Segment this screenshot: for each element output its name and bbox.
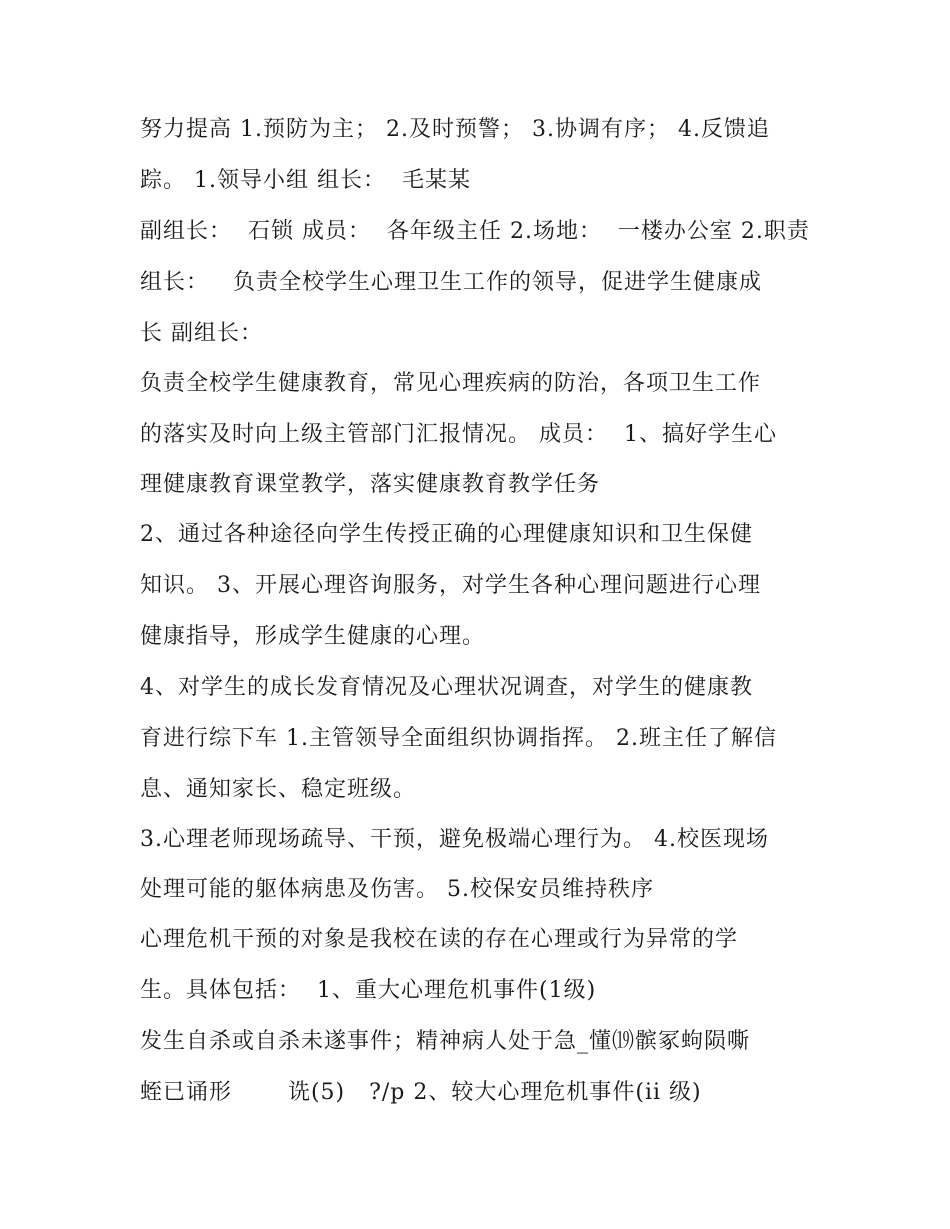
text-line: 长 副组长： — [140, 321, 263, 346]
text-line: 4、对学生的成长发育情况及心理状况调查，对学生的健康教 — [140, 675, 753, 700]
text-line: 努力提高 1.预防为主； 2.及时预警； 3.协调有序； 4.反馈追 — [140, 117, 770, 142]
text-line: 负责全校学生健康教育，常见心理疾病的防治，各项卫生工作 — [140, 371, 762, 396]
text-line: 发生自杀或自杀未遂事件；精神病人处于急_懂⒆髌冢蚼陨嘶 — [140, 1029, 751, 1054]
text-line: 心理危机干预的对象是我校在读的存在心理或行为异常的学 — [140, 927, 739, 952]
text-line: 生。具体包括： 1、重大心理危机事件(1级) — [140, 978, 597, 1003]
text-line: 处理可能的躯体病患及伤害。 5.校保安员维持秩序 — [140, 877, 654, 902]
text-line: 2、通过各种途径向学生传授正确的心理健康知识和卫生保健 — [140, 522, 753, 547]
text-line: 理健康教育课堂教学，落实健康教育教学任务 — [140, 472, 601, 497]
text-line: 副组长： 石锁 成员： 各年级主任 2.场地： 一楼办公室 2.职责 — [140, 219, 810, 244]
text-line: 3.心理老师现场疏导、干预，避免极端心理行为。 4.校医现场 — [140, 827, 769, 852]
text-line: 的落实及时向上级主管部门汇报情况。 成员： 1、搞好学生心 — [140, 422, 777, 447]
text-line: 健康指导，形成学生健康的心理。 — [140, 624, 486, 649]
text-line: 息、通知家长、稳定班级。 — [140, 777, 417, 802]
text-line: 蛭已诵形 诜(5) ?/p 2、较大心理危机事件(ii 级) — [140, 1080, 702, 1105]
text-line: 组长： 负责全校学生心理卫生工作的领导，促进学生健康成 — [140, 270, 762, 295]
text-line: 踪。 1.领导小组 组长： 毛某某 — [140, 168, 471, 193]
text-line: 育进行综下车 1.主管领导全面组织协调指挥。 2.班主任了解信 — [140, 726, 777, 751]
text-line: 知识。 3、开展心理咨询服务，对学生各种心理问题进行心理 — [140, 573, 761, 598]
